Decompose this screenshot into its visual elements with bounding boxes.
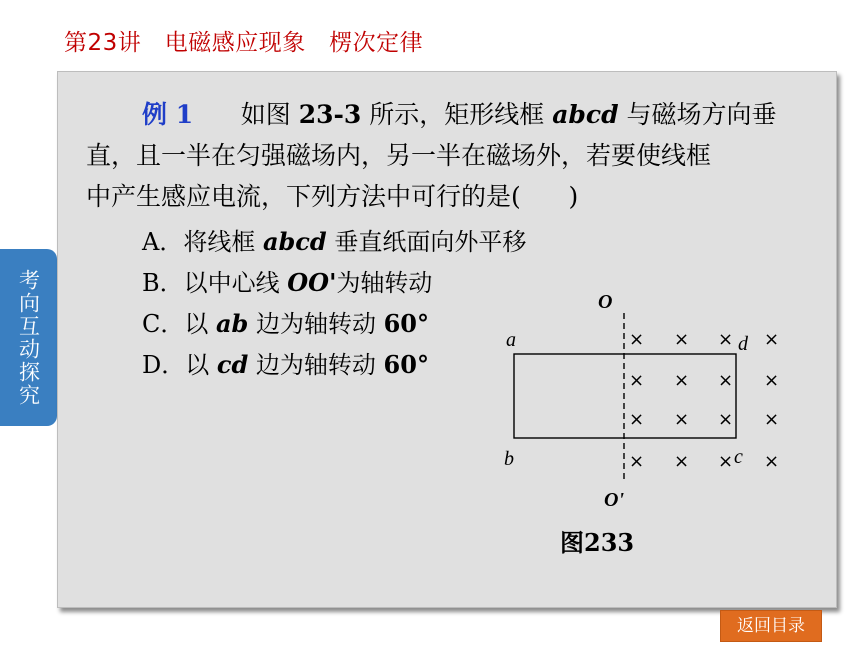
question-line-1: 例 1 如图 23-3 所示，矩形线框 abcd 与磁场方向垂 (142, 100, 777, 129)
option-b[interactable]: B．以中心线 OO'为轴转动 (142, 268, 433, 297)
field-mark-3-0: × (629, 451, 645, 472)
field-mark-1-3: × (764, 370, 780, 391)
field-mark-1-0: × (629, 370, 645, 391)
field-mark-3-1: × (674, 451, 690, 472)
example-label: 例 1 (142, 100, 194, 129)
label-d: d (738, 333, 748, 355)
field-mark-0-1: × (674, 329, 690, 350)
question-line-3: 中产生感应电流，下列方法中可行的是( ) (86, 182, 579, 211)
option-a[interactable]: A．将线框 abcd 垂直纸面向外平移 (142, 227, 527, 256)
field-mark-1-1: × (674, 370, 690, 391)
label-o-bottom: O' (604, 489, 624, 511)
page-title: 第23讲 电磁感应现象 楞次定律 (64, 30, 424, 56)
magnetic-field-marks (629, 329, 779, 472)
field-mark-3-2: × (718, 451, 734, 472)
field-mark-3-3: × (764, 451, 780, 472)
label-o-top: O (598, 291, 613, 313)
back-to-contents-button[interactable]: 返回目录 (720, 610, 822, 642)
field-mark-1-2: × (718, 370, 734, 391)
option-d[interactable]: D．以 cd 边为轴转动 60° (142, 350, 429, 379)
field-mark-2-0: × (629, 409, 645, 430)
side-tab-label: 考向互动探究 (16, 268, 41, 407)
field-mark-0-2: × (718, 329, 734, 350)
field-mark-2-2: × (718, 409, 734, 430)
option-c[interactable]: C．以 ab 边为轴转动 60° (142, 309, 430, 338)
field-mark-2-1: × (674, 409, 690, 430)
label-c: c (734, 446, 743, 468)
field-mark-2-3: × (764, 409, 780, 430)
field-mark-0-3: × (764, 329, 780, 350)
question-line-2: 直，且一半在匀强磁场内，另一半在磁场外，若要使线框 (86, 141, 712, 170)
field-mark-0-0: × (629, 329, 645, 350)
magnetic-field-diagram (495, 283, 795, 528)
figure-caption: 图233 (560, 528, 635, 557)
label-a: a (506, 329, 516, 351)
label-b: b (504, 448, 514, 470)
side-tab-topic[interactable] (0, 249, 57, 426)
rectangular-coil (514, 354, 736, 438)
